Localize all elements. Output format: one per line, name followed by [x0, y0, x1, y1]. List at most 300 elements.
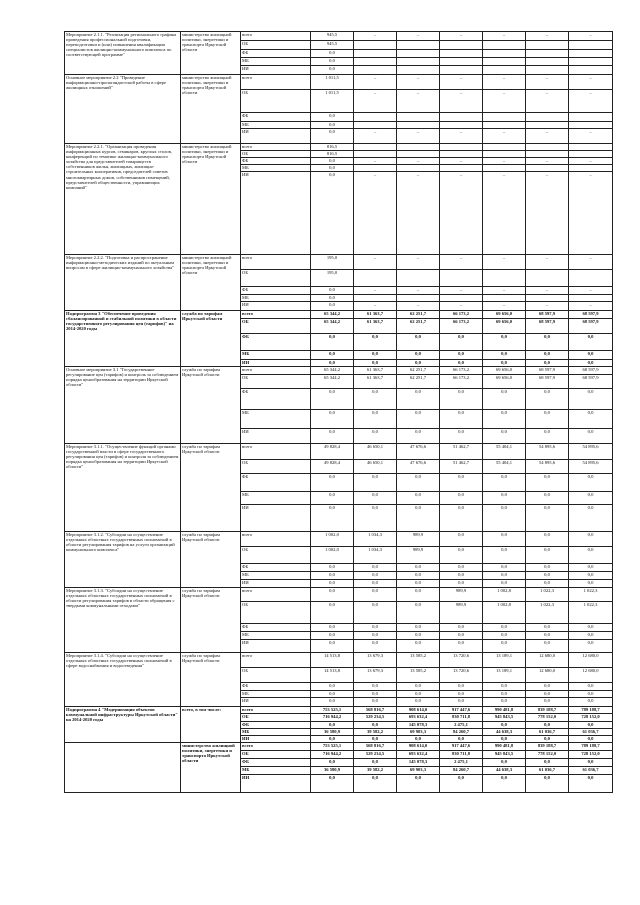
table-row — [65, 75, 613, 90]
value-cell: 0,0 — [440, 640, 483, 653]
responsible-cell: служба по тарифам Иркутской области — [181, 532, 241, 588]
value-cell: 0,0 — [440, 389, 483, 410]
value-cell: 816,5 — [311, 151, 354, 158]
value-cell: 728 152,0 — [569, 714, 613, 722]
funding-source-cell: ФБ — [241, 474, 311, 492]
value-cell: 0,0 — [526, 564, 569, 572]
funding-source-cell: ФБ — [241, 389, 311, 410]
value-cell: 0,0 — [569, 691, 613, 698]
value-cell: 0,0 — [311, 775, 354, 793]
value-cell: 61 363,7 — [354, 375, 397, 389]
value-cell: 568 816,7 — [354, 743, 397, 751]
funding-source-cell: МБ — [241, 165, 311, 172]
value-cell: 816,5 — [311, 144, 354, 151]
value-cell: 0,0 — [397, 698, 440, 707]
value-cell: 0,0 — [483, 624, 526, 632]
value-cell — [526, 58, 569, 66]
value-cell: 12 680,0 — [569, 653, 613, 668]
value-cell: 0,0 — [354, 429, 397, 444]
value-cell: 0,0 — [311, 158, 354, 165]
program-name-cell: Подпрограмма 3 "Обеспечение проведения сбалансированной и стабильной политики в области государственного регулирования цен (тарифов)" на 2014-2020 годы — [65, 311, 181, 367]
value-cell — [569, 113, 613, 122]
value-cell: – — [483, 129, 526, 144]
value-cell: 0,0 — [569, 564, 613, 572]
value-cell: 0,0 — [311, 492, 354, 505]
value-cell: 0,0 — [354, 736, 397, 743]
value-cell: 39 582,2 — [354, 767, 397, 775]
value-cell — [483, 113, 526, 122]
funding-source-cell: МБ — [241, 58, 311, 66]
value-cell: 0,0 — [440, 736, 483, 743]
value-cell: – — [483, 255, 526, 270]
value-cell: 13 720,6 — [440, 668, 483, 683]
value-cell: 0,0 — [569, 532, 613, 547]
value-cell: 0,0 — [354, 691, 397, 698]
table-row — [65, 532, 613, 547]
funding-source-cell: всего — [241, 311, 311, 319]
value-cell: 716 944,2 — [311, 714, 354, 722]
value-cell: 0,0 — [526, 775, 569, 793]
value-cell: 0,0 — [311, 58, 354, 66]
value-cell: 0,0 — [526, 580, 569, 588]
funding-source-cell: ИИ — [241, 775, 311, 793]
value-cell: 66 173,2 — [440, 375, 483, 389]
value-cell: 61 036,7 — [569, 729, 613, 736]
value-cell: 568 816,7 — [354, 707, 397, 714]
value-cell — [483, 41, 526, 50]
value-cell — [526, 122, 569, 129]
funding-source-cell: ИИ — [241, 172, 311, 255]
funding-source-cell: всего — [241, 367, 311, 375]
value-cell — [397, 58, 440, 66]
value-cell: 789 188,7 — [569, 743, 613, 751]
value-cell: 0,0 — [311, 572, 354, 580]
value-cell: 68 597,9 — [569, 319, 613, 334]
value-cell — [354, 165, 397, 172]
value-cell: – — [483, 75, 526, 90]
funding-source-cell: ФБ — [241, 624, 311, 632]
value-cell: 68 597,9 — [569, 311, 613, 319]
value-cell: 54 895,6 — [569, 460, 613, 474]
value-cell: 0,0 — [526, 389, 569, 410]
value-cell: 0,0 — [569, 683, 613, 691]
value-cell: 0,0 — [397, 429, 440, 444]
value-cell: 1 002,8 — [483, 588, 526, 602]
value-cell — [397, 295, 440, 302]
value-cell: 0,0 — [397, 580, 440, 588]
value-cell: 0,0 — [526, 429, 569, 444]
value-cell: 0,0 — [526, 572, 569, 580]
value-cell: 61 363,7 — [354, 319, 397, 334]
responsible-cell: служба по тарифам Иркутской области — [181, 444, 241, 532]
value-cell: 0,0 — [440, 775, 483, 793]
value-cell: 0,0 — [483, 580, 526, 588]
value-cell — [397, 270, 440, 287]
value-cell: 693 632,4 — [397, 751, 440, 759]
value-cell: 0,0 — [354, 640, 397, 653]
program-name-cell: Мероприятие 2.1.1. "Реализация регионального графика проведения профессиональной подготовки, переподготовки и (или) повышения квалификации специалистов жилищно-коммунального комплекса по соответствующей программе" — [65, 32, 181, 75]
value-cell: – — [526, 255, 569, 270]
table-row — [65, 144, 613, 151]
budget-table — [64, 31, 613, 793]
value-cell: – — [526, 75, 569, 90]
value-cell — [440, 270, 483, 287]
value-cell: 69 656,0 — [483, 367, 526, 375]
value-cell: – — [440, 172, 483, 255]
value-cell: 0,0 — [311, 624, 354, 632]
value-cell: 61 036,7 — [569, 767, 613, 775]
value-cell: 65 344,2 — [311, 311, 354, 319]
value-cell — [483, 122, 526, 129]
value-cell: – — [354, 158, 397, 165]
value-cell: 62 251,7 — [397, 375, 440, 389]
value-cell: 54 895,6 — [569, 444, 613, 460]
value-cell: 0,0 — [569, 474, 613, 492]
value-cell: 0,0 — [397, 360, 440, 367]
value-cell — [440, 295, 483, 302]
value-cell: 0,0 — [354, 698, 397, 707]
value-cell: 69 903,3 — [397, 729, 440, 736]
value-cell: 728 152,0 — [569, 751, 613, 759]
value-cell: – — [440, 75, 483, 90]
value-cell: 0,0 — [526, 691, 569, 698]
value-cell: – — [483, 158, 526, 165]
value-cell — [354, 295, 397, 302]
funding-source-cell: всего — [241, 75, 311, 90]
value-cell: 47 676,6 — [397, 444, 440, 460]
value-cell: – — [483, 32, 526, 41]
funding-source-cell: всего — [241, 743, 311, 751]
value-cell: 0,0 — [311, 588, 354, 602]
value-cell: 917 447,6 — [440, 743, 483, 751]
value-cell: 145 078,3 — [397, 722, 440, 729]
value-cell: 0,0 — [526, 683, 569, 691]
value-cell — [569, 295, 613, 302]
value-cell — [354, 144, 397, 151]
value-cell: 1 034,3 — [354, 547, 397, 564]
value-cell: 0,0 — [397, 640, 440, 653]
table-row — [65, 588, 613, 602]
value-cell: 61 036,7 — [526, 767, 569, 775]
budget-table-body — [65, 32, 613, 793]
value-cell: 65 344,2 — [311, 319, 354, 334]
value-cell: 0,0 — [311, 505, 354, 532]
value-cell — [483, 295, 526, 302]
value-cell: 0,0 — [440, 351, 483, 360]
value-cell: 1 011,5 — [311, 90, 354, 113]
value-cell: 13 189,1 — [483, 668, 526, 683]
value-cell: 13 679,3 — [354, 668, 397, 683]
value-cell: 1 022,3 — [526, 588, 569, 602]
value-cell: 0,0 — [483, 640, 526, 653]
value-cell: 0,0 — [526, 736, 569, 743]
funding-source-cell: ИИ — [241, 698, 311, 707]
value-cell: 0,0 — [440, 492, 483, 505]
budget-table-page — [64, 31, 612, 793]
funding-source-cell: всего — [241, 707, 311, 714]
value-cell: – — [569, 129, 613, 144]
value-cell: 61 363,7 — [354, 367, 397, 375]
value-cell: 0,0 — [440, 474, 483, 492]
value-cell: 0,0 — [440, 624, 483, 632]
value-cell: – — [354, 302, 397, 311]
value-cell: 0,0 — [483, 351, 526, 360]
value-cell — [483, 66, 526, 75]
value-cell: 0,0 — [311, 334, 354, 351]
value-cell: 0,0 — [440, 410, 483, 429]
value-cell: 13 585,2 — [397, 668, 440, 683]
program-name-cell: Мероприятие 3.1.1. "Осуществление функций органами государственной власти в сфере государственного регулирования цен (тарифов) и контроля за соблюдением порядка ценообразования на территории Иркутской области" — [65, 444, 181, 532]
funding-source-cell: всего — [241, 444, 311, 460]
value-cell: 47 676,6 — [397, 460, 440, 474]
value-cell: 0,0 — [354, 360, 397, 367]
value-cell: 908 614,0 — [397, 707, 440, 714]
value-cell: 0,0 — [354, 564, 397, 572]
value-cell — [397, 151, 440, 158]
funding-source-cell: всего — [241, 532, 311, 547]
value-cell: 0,0 — [440, 532, 483, 547]
table-row — [65, 32, 613, 41]
value-cell: – — [397, 172, 440, 255]
value-cell: 68 597,9 — [526, 375, 569, 389]
value-cell: 0,0 — [440, 429, 483, 444]
value-cell: 0,0 — [354, 759, 397, 767]
value-cell: 0,0 — [311, 602, 354, 624]
responsible-cell: министерство жилищной политики, энергетики и транспорта Иркутской области — [181, 255, 241, 311]
funding-source-cell: всего — [241, 588, 311, 602]
value-cell: 14 513,8 — [311, 653, 354, 668]
value-cell — [569, 50, 613, 58]
value-cell: 0,0 — [397, 505, 440, 532]
value-cell: 1 011,5 — [311, 75, 354, 90]
value-cell: 13 679,3 — [354, 653, 397, 668]
funding-source-cell: ОБ — [241, 90, 311, 113]
value-cell: – — [397, 75, 440, 90]
value-cell: 0,0 — [526, 640, 569, 653]
value-cell: 0,0 — [354, 572, 397, 580]
value-cell: 0,0 — [354, 632, 397, 640]
value-cell — [397, 113, 440, 122]
value-cell: 0,0 — [311, 691, 354, 698]
value-cell: 0,0 — [397, 334, 440, 351]
funding-source-cell: ФБ — [241, 683, 311, 691]
value-cell — [440, 144, 483, 151]
value-cell: 51 462,7 — [440, 460, 483, 474]
value-cell — [354, 122, 397, 129]
funding-source-cell: ФБ — [241, 334, 311, 351]
value-cell: – — [526, 158, 569, 165]
value-cell: – — [354, 90, 397, 113]
value-cell — [569, 122, 613, 129]
value-cell: 36 580,9 — [311, 767, 354, 775]
value-cell: 0,0 — [569, 429, 613, 444]
funding-source-cell: МБ — [241, 691, 311, 698]
value-cell — [397, 41, 440, 50]
program-name-cell: Мероприятие 3.1.4. "Субсидии на осуществление отдельных областных государственных полномочий в сфере водоснабжения и водоотведения" — [65, 653, 181, 707]
value-cell — [483, 58, 526, 66]
value-cell: 68 597,9 — [569, 367, 613, 375]
value-cell: – — [440, 32, 483, 41]
value-cell: 0,0 — [569, 698, 613, 707]
value-cell: 69 656,0 — [483, 375, 526, 389]
value-cell: – — [440, 129, 483, 144]
value-cell: 0,0 — [483, 389, 526, 410]
value-cell: – — [440, 287, 483, 295]
value-cell: 13 585,2 — [397, 653, 440, 668]
program-name-cell — [65, 743, 181, 793]
value-cell: 0,0 — [311, 722, 354, 729]
value-cell: 14 513,8 — [311, 668, 354, 683]
value-cell — [483, 270, 526, 287]
value-cell: 1 022,3 — [569, 588, 613, 602]
value-cell: – — [397, 302, 440, 311]
value-cell — [526, 270, 569, 287]
funding-source-cell: МБ — [241, 729, 311, 736]
responsible-cell: служба по тарифам Иркутской области — [181, 588, 241, 653]
value-cell: 1 022,3 — [569, 602, 613, 624]
program-name-cell: Мероприятие 3.1.2. "Субсидии на осуществление отдельных областных государственных полномочий в области регулирования тарифов на услуги организаций коммунального комплекса" — [65, 532, 181, 588]
value-cell: 68 597,9 — [526, 367, 569, 375]
value-cell: 65 344,2 — [311, 367, 354, 375]
value-cell: – — [569, 32, 613, 41]
value-cell: 0,0 — [526, 474, 569, 492]
value-cell: 62 251,7 — [397, 311, 440, 319]
value-cell: – — [397, 129, 440, 144]
table-row — [65, 707, 613, 714]
value-cell: 0,0 — [397, 624, 440, 632]
funding-source-cell: МБ — [241, 410, 311, 429]
value-cell: – — [354, 32, 397, 41]
value-cell: 945,5 — [311, 32, 354, 41]
program-name-cell: Мероприятие 3.1.3. "Субсидии на осуществление отдельных областных государственных полномочий в области регулирования тарифов в области обращения с твердыми коммунальными отходами" — [65, 588, 181, 653]
value-cell — [354, 113, 397, 122]
value-cell — [440, 113, 483, 122]
funding-source-cell: ФБ — [241, 158, 311, 165]
value-cell — [354, 66, 397, 75]
value-cell: 0,0 — [526, 492, 569, 505]
value-cell: 0,0 — [397, 474, 440, 492]
responsible-cell: министерство жилищной политики, энергетики и транспорта Иркутской области — [181, 743, 241, 793]
value-cell: 55 404,1 — [483, 444, 526, 460]
value-cell: 0,0 — [397, 572, 440, 580]
value-cell: 0,0 — [483, 775, 526, 793]
value-cell: 0,0 — [569, 759, 613, 767]
value-cell: 0,0 — [483, 759, 526, 767]
value-cell: 0,0 — [569, 505, 613, 532]
value-cell: 65 344,2 — [311, 375, 354, 389]
value-cell: 2 475,1 — [440, 759, 483, 767]
value-cell: 0,0 — [311, 302, 354, 311]
funding-source-cell: ОБ — [241, 375, 311, 389]
value-cell: 0,0 — [397, 775, 440, 793]
value-cell: 0,0 — [440, 360, 483, 367]
value-cell: 0,0 — [526, 624, 569, 632]
value-cell: 44 638,3 — [483, 729, 526, 736]
value-cell: 0,0 — [354, 580, 397, 588]
value-cell: 0,0 — [354, 588, 397, 602]
value-cell: 49 828,4 — [311, 460, 354, 474]
value-cell: 0,0 — [397, 691, 440, 698]
funding-source-cell: МБ — [241, 767, 311, 775]
value-cell: 68 597,9 — [569, 375, 613, 389]
value-cell: 778 152,0 — [526, 751, 569, 759]
value-cell: 0,0 — [569, 410, 613, 429]
funding-source-cell: ИИ — [241, 302, 311, 311]
funding-source-cell: ФБ — [241, 50, 311, 58]
value-cell — [440, 50, 483, 58]
value-cell: 195,0 — [311, 270, 354, 287]
value-cell: 66 173,2 — [440, 319, 483, 334]
value-cell: 0,0 — [483, 505, 526, 532]
value-cell: 66 173,2 — [440, 311, 483, 319]
value-cell: 0,0 — [440, 683, 483, 691]
value-cell: 62 251,7 — [397, 319, 440, 334]
funding-source-cell: ИИ — [241, 640, 311, 653]
funding-source-cell: ИИ — [241, 360, 311, 367]
value-cell: – — [397, 287, 440, 295]
funding-source-cell: МБ — [241, 351, 311, 360]
value-cell: 0,0 — [483, 564, 526, 572]
value-cell — [526, 113, 569, 122]
value-cell: – — [569, 287, 613, 295]
value-cell: – — [354, 129, 397, 144]
value-cell: 0,0 — [311, 474, 354, 492]
value-cell: 0,0 — [483, 532, 526, 547]
value-cell — [397, 66, 440, 75]
value-cell: 945,5 — [311, 41, 354, 50]
value-cell: 69 903,3 — [397, 767, 440, 775]
value-cell: 84 260,7 — [440, 767, 483, 775]
value-cell — [569, 151, 613, 158]
funding-source-cell: ФБ — [241, 722, 311, 729]
value-cell: 0,0 — [354, 492, 397, 505]
value-cell: 0,0 — [397, 492, 440, 505]
value-cell: 0,0 — [354, 775, 397, 793]
funding-source-cell: МБ — [241, 632, 311, 640]
value-cell: 0,0 — [354, 683, 397, 691]
value-cell: – — [354, 287, 397, 295]
value-cell — [526, 295, 569, 302]
value-cell: 0,0 — [526, 632, 569, 640]
value-cell: – — [569, 255, 613, 270]
value-cell — [569, 58, 613, 66]
value-cell: – — [354, 255, 397, 270]
value-cell: 44 638,3 — [483, 767, 526, 775]
value-cell: 0,0 — [483, 492, 526, 505]
value-cell — [569, 144, 613, 151]
value-cell: 68 597,9 — [526, 319, 569, 334]
value-cell: 0,0 — [483, 683, 526, 691]
value-cell: 0,0 — [397, 410, 440, 429]
value-cell — [440, 151, 483, 158]
program-name-cell: Подпрограмма 4 "Модернизация объектов коммунальной инфраструктуры Иркутской области" на 2014-2020 годы — [65, 707, 181, 743]
value-cell: 12 680,0 — [526, 653, 569, 668]
value-cell — [526, 66, 569, 75]
funding-source-cell: всего — [241, 653, 311, 668]
value-cell: – — [483, 287, 526, 295]
value-cell: 0,0 — [526, 698, 569, 707]
value-cell: 0,0 — [569, 572, 613, 580]
value-cell — [526, 144, 569, 151]
value-cell: – — [569, 75, 613, 90]
funding-source-cell: всего — [241, 144, 311, 151]
value-cell: 0,0 — [440, 580, 483, 588]
value-cell: 0,0 — [569, 640, 613, 653]
funding-source-cell: ИИ — [241, 580, 311, 588]
value-cell: 0,0 — [483, 474, 526, 492]
value-cell: 0,0 — [354, 334, 397, 351]
value-cell: 0,0 — [440, 572, 483, 580]
